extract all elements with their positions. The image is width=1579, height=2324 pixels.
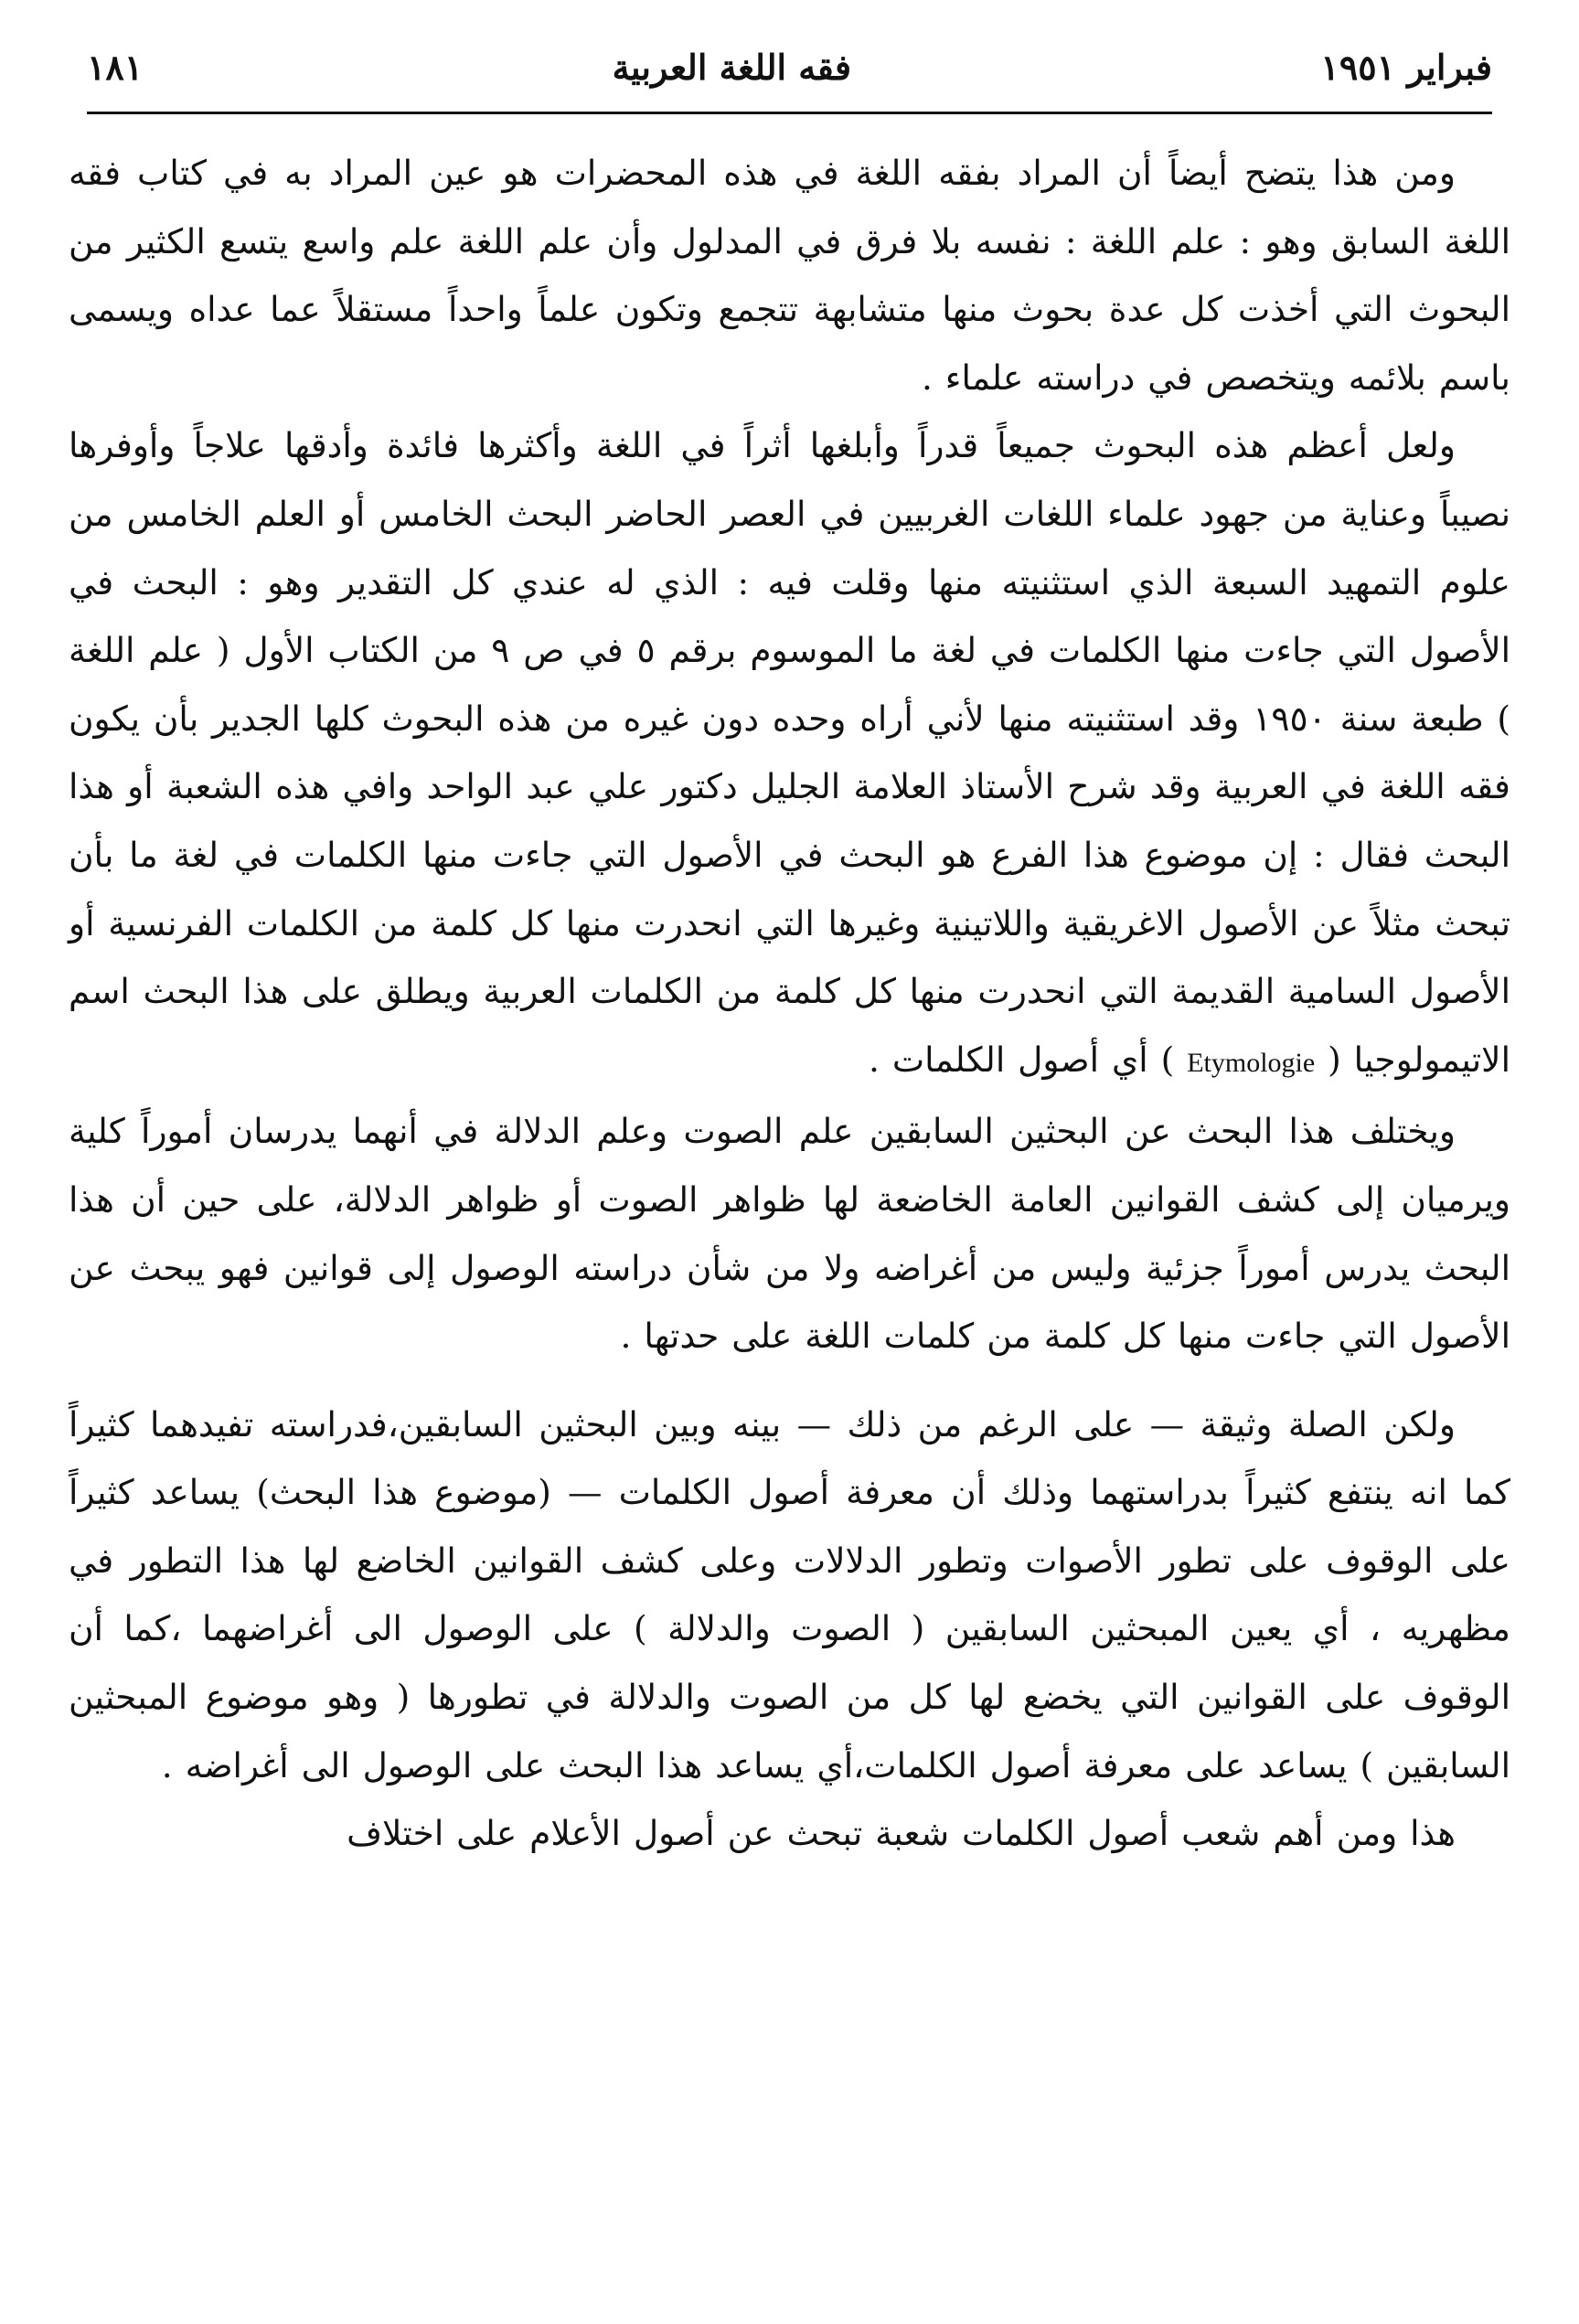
paragraph-4: ولكن الصلة وثيقة — على الرغم من ذلك — بينه وبين البحثين السابقين،فدراسته تفيدهما كثيراً كما انه ينتفع كثيراً بدراستهما وذلك أن معرفة أصول الكلمات — (موضوع هذا البحث) يساعد كثيراً على الوقوف على تطور الأصوات وتطور الدلالات وعلى كشف القوانين الخاضع لها هذا التطور في مظهريه ، أي يعين المبحثين السابقين ( الصوت والدلالة ) على الوصول الى أغراضهما ،كما أن الوقوف على القوانين التي يخضع لها كل من الصوت والدلالة في تطورها ( وهو موضوع المبحثين السابقين ) يساعد على معرفة أصول الكلمات،أي يساعد هذا البحث على الوصول الى أغراضه .: [69, 1403, 1510, 1786]
body-text: [69, 139, 1510, 1868]
header-title: فقه اللغة العربية: [612, 46, 852, 88]
paragraph-2-tail: ) أي أصول الكلمات .: [869, 1039, 1175, 1080]
latin-term: Etymologie: [1187, 1047, 1316, 1078]
paragraph-2-text: ولعل أعظم هذه البحوث جميعاً قدراً وأبلغها أثراً في اللغة وأكثرها فائدة وأدقها علاجاً وأوفرها نصيباً وعناية من جهود علماء اللغات الغربيين في العصر الحاضر البحث الخامس أو العلم الخامس من علوم التمهيد السبعة الذي استثنيته منها وقلت فيه : الذي له عندي كل التقدير وهو : البحث في الأصول التي جاءت منها الكلمات في لغة ما الموسوم برقم ٥ في ص ٩ من الكتاب الأول ( علم اللغة ) طبعة سنة ١٩٥٠ وقد استثنيته منها لأني أراه وحده دون غيره من هذه البحوث كلها الجدير بأن يكون فقه اللغة في العربية وقد شرح الأستاذ العلامة الجليل دكتور علي عبد الواحد وافي هذه الشعبة أو هذا البحث فقال : إن موضوع هذا الفرع هو البحث في الأصول التي جاءت منها الكلمات في لغة ما بأن تبحث مثلاً عن الأصول الاغريقية واللاتينية وغيرها التي انحدرت منها كل كلمة من الكلمات الفرنسية أو الأصول السامية القديمة التي انحدرت منها كل كلمة من الكلمات العربية ويطلق على هذا البحث اسم الاتيمولوجيا (: [69, 425, 1511, 1080]
page-header: [87, 35, 1492, 99]
paragraph-3: ويختلف هذا البحث عن البحثين السابقين علم الصوت وعلم الدلالة في أنهما يدرسان أموراً كلية ويرميان إلى كشف القوانين العامة الخاضعة لها ظواهر الصوت أو ظواهر الدلالة، على حين أن هذا البحث يدرس أموراً جزئية وليس من أغراضه ولا من شأن دراسته الوصول إلى قوانين فهو يبحث عن الأصول التي جاءت منها كل كلمة من كلمات اللغة على حدتها .: [69, 1111, 1510, 1357]
header-date: فبراير ١٩٥١: [1320, 46, 1492, 88]
paragraph-1: ومن هذا يتضح أيضاً أن المراد بفقه اللغة في هذه المحضرات هو عين المراد به في كتاب فقه اللغة السابق وهو : علم اللغة : نفسه بلا فرق في المدلول وأن علم اللغة علم واسع يتسع الكثير من البحوث التي أخذت كل عدة بحوث منها متشابهة تتجمع وتكون علماً واحداً مستقلاً عما عداه ويسمى باسم بلائمه ويتخصص في دراسته علماء .: [69, 153, 1510, 398]
header-rule: [87, 112, 1492, 114]
paragraph-2: [69, 411, 1510, 1097]
paragraph-5: هذا ومن أهم شعب أصول الكلمات شعبة تبحث عن أصول الأعلام على اختلاف: [347, 1813, 1456, 1854]
page-number: ١٨١: [87, 46, 144, 88]
